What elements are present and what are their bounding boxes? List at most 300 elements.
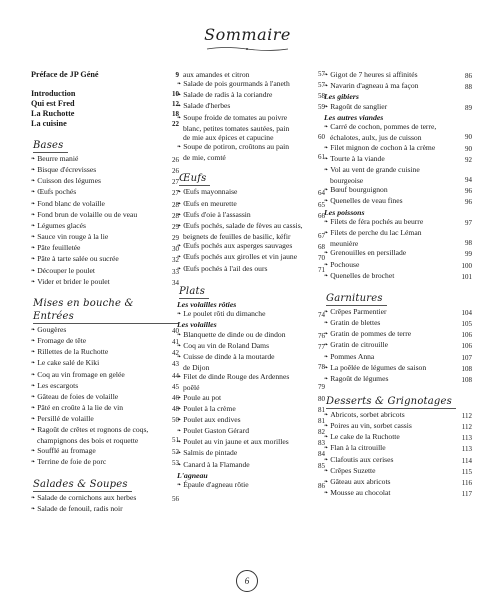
toc-entry-title: de Dijon: [183, 363, 210, 373]
toc-page-number: 29: [172, 234, 179, 243]
toc-recipe-entry[interactable]: [324, 248, 472, 259]
toc-entry-title: Introduction: [31, 89, 76, 98]
toc-page-number: 70: [318, 254, 325, 263]
toc-recipe-entry[interactable]: [324, 410, 472, 421]
toc-recipe-entry[interactable]: [177, 199, 325, 210]
toc-recipe-entry[interactable]: [31, 254, 179, 265]
toc-page-number: 101: [461, 272, 472, 281]
toc-entry-title: ❧ Découper le poulet: [31, 266, 165, 277]
toc-page-number: 81: [318, 405, 325, 414]
toc-entry-title: La cuisine: [31, 119, 67, 128]
toc-recipe-entry[interactable]: [177, 393, 325, 404]
toc-recipe-entry[interactable]: [324, 432, 472, 443]
toc-entry-title: ❧ Fond blanc de volaille: [31, 199, 165, 210]
section-spacer: [324, 385, 472, 391]
toc-page-number: 106: [461, 331, 472, 340]
toc-entry-title: ❧ Les escargots: [31, 381, 165, 392]
toc-page-number: 58: [318, 92, 325, 101]
toc-recipe-entry[interactable]: [324, 217, 472, 228]
toc-recipe-entry[interactable]: [31, 347, 179, 358]
toc-page-number: 65: [318, 200, 325, 209]
toc-entry-continuation[interactable]: [324, 239, 472, 248]
toc-entry-title: ❧ Œufs mayonnaise: [177, 187, 311, 198]
toc-recipe-entry[interactable]: [177, 330, 325, 341]
toc-recipe-entry[interactable]: [31, 381, 179, 392]
toc-page-number: 52: [172, 447, 179, 456]
toc-recipe-entry[interactable]: [31, 210, 179, 221]
toc-page-number: 57: [318, 81, 325, 90]
toc-page-number: 81: [318, 416, 325, 425]
toc-recipe-entry[interactable]: [177, 437, 325, 448]
toc-entry-title: ❧ Quenelles de veau fines: [324, 196, 458, 207]
toc-entry-title: ❧ Soupe froide de tomates au poivre: [177, 113, 311, 124]
toc-recipe-entry[interactable]: [324, 143, 472, 154]
toc-recipe-entry[interactable]: [31, 277, 179, 288]
toc-page-number: 108: [461, 375, 472, 384]
toc-entry-title: ❧ Le poulet rôti du dimanche: [177, 309, 311, 320]
toc-entry-title: ❧ Filets de perche du lac Léman: [324, 228, 458, 239]
toc-chapter-entry[interactable]: [31, 119, 179, 129]
toc-page-number: 115: [461, 467, 472, 476]
toc-entry-title: ❧ Poule au pot: [177, 393, 311, 404]
toc-entry-title: ❧ Filets de féra pochés au beurre: [324, 217, 458, 228]
toc-recipe-entry[interactable]: [31, 392, 179, 403]
toc-entry-title: ❧ Gâteau aux abricots: [324, 477, 458, 488]
toc-page-number: 41: [172, 338, 179, 347]
toc-recipe-entry[interactable]: [177, 341, 325, 352]
toc-page-number: 84: [318, 450, 325, 459]
toc-entry-title: La Ruchotte: [31, 109, 75, 118]
toc-recipe-entry[interactable]: [324, 363, 472, 374]
toc-entry-title: ❧ Bisque d'écrevisses: [31, 165, 165, 176]
toc-entry-title: ❧ Épaule d'agneau rôtie: [177, 480, 311, 491]
toc-entry-title: ❧ Salade de fenouil, radis noir: [31, 504, 165, 515]
toc-entry-title: ❧ Clafoutis aux cerises: [324, 455, 458, 466]
toc-page-number: 51: [172, 436, 179, 445]
toc-page-number: 33: [172, 267, 179, 276]
toc-page-number: 82: [318, 428, 325, 437]
toc-entry-continuation[interactable]: [177, 133, 325, 142]
toc-entry-title: ❧ Salade de cornichons aux herbes: [31, 493, 165, 504]
toc-recipe-entry[interactable]: [324, 271, 472, 282]
toc-recipe-entry[interactable]: [31, 243, 179, 254]
toc-entry-continuation[interactable]: [177, 232, 325, 241]
toc-entry-title: Les volailles: [177, 320, 217, 330]
toc-recipe-entry[interactable]: [324, 228, 472, 239]
section-spacer: [31, 288, 179, 294]
toc-page-number: 28: [172, 211, 179, 220]
toc-entry-title: ❧ Flan à la citrouille: [324, 443, 458, 454]
toc-page-number: 96: [465, 187, 472, 196]
toc-page-number: 77: [318, 342, 325, 351]
toc-recipe-entry[interactable]: [31, 403, 179, 414]
toc-entry-title: ❧ Le cake de la Ruchotte: [324, 432, 458, 443]
toc-entry-title: ❧ Quenelles de brochet: [324, 271, 458, 282]
toc-page-number: 57: [318, 70, 325, 78]
toc-recipe-entry[interactable]: [324, 122, 472, 133]
section-heading: Œufs: [179, 172, 210, 186]
toc-entry-title: ❧ Grenouilles en persillade: [324, 248, 458, 259]
toc-entry-title: ❧ Blanquette de dinde ou de dindon: [177, 330, 311, 341]
toc-page-number: 66: [318, 211, 325, 220]
toc-recipe-entry[interactable]: [177, 415, 325, 426]
toc-recipe-entry[interactable]: [324, 340, 472, 351]
toc-entry-title: ❧ Sauce vin rouge à la lie: [31, 232, 165, 243]
toc-page-number: 92: [465, 155, 472, 164]
page-title: Sommaire: [204, 25, 291, 44]
toc-page-number: 10: [172, 90, 179, 98]
toc-entry-title: ❧ Abricots, sorbet abricots: [324, 410, 458, 421]
section-heading: Mises en bouche & Entrées: [33, 297, 179, 324]
toc-entry-title: Les gibiers: [324, 92, 359, 102]
toc-page-number: 98: [465, 239, 472, 248]
toc-entry-title: ❧ Ragoût de sanglier: [324, 102, 458, 113]
toc-recipe-entry[interactable]: [324, 307, 472, 318]
toc-entry-title: ❧ Ragoût de crêtes et rognons de coqs,: [31, 425, 165, 436]
toc-page-number: 43: [172, 360, 179, 369]
toc-page-number: 100: [461, 261, 472, 270]
toc-page-number: 40: [172, 326, 179, 335]
toc-entry-title: ❧ Œufs pochés aux girolles et vin jaune: [177, 252, 311, 263]
toc-subsection-heading[interactable]: [324, 92, 472, 101]
toc-entry-title: ❧ Œufs d'oie à l'assassin: [177, 210, 311, 221]
toc-page-number: 85: [318, 461, 325, 470]
toc-page-number: 86: [318, 482, 325, 491]
toc-entry-title: ❧ Canard à la Flamande: [177, 460, 311, 471]
toc-page-number: 90: [465, 133, 472, 142]
toc-subsection-heading[interactable]: [177, 471, 325, 480]
toc-entry-title: ❧ Soufflé au fromage: [31, 446, 165, 457]
toc-page-number: 114: [461, 456, 472, 465]
toc-entry-title: ❧ Filet de dinde Rouge des Ardennes: [177, 372, 311, 383]
toc-page-number: 60: [318, 132, 325, 141]
toc-page-number: 45: [172, 382, 179, 391]
toc-entry-title: ❧ Terrine de foie de porc: [31, 457, 165, 468]
toc-entry-title: ❧ Vol au vent de grande cuisine: [324, 165, 458, 176]
toc-recipe-entry[interactable]: [31, 336, 179, 347]
toc-recipe-entry[interactable]: [177, 187, 325, 198]
toc-recipe-entry[interactable]: [31, 199, 179, 210]
toc-recipe-entry[interactable]: [31, 154, 179, 165]
toc-entry-title: poêlé: [183, 383, 200, 393]
toc-page-number: 26: [172, 167, 179, 176]
toc-page-number: 9: [175, 71, 179, 79]
toc-page-number: 79: [318, 383, 325, 392]
toc-page-number: 64: [318, 189, 325, 198]
toc-entry-title: ❧ Bœuf bourguignon: [324, 185, 458, 196]
toc-entry-continuation[interactable]: [177, 124, 325, 133]
toc-chapter-entry[interactable]: [31, 109, 179, 119]
toc-page-number: 59: [318, 103, 325, 112]
toc-subsection-heading[interactable]: [324, 208, 472, 217]
toc-entry-title: ❧ Poires au vin, sorbet cassis: [324, 421, 458, 432]
toc-entry-title: ❧ Pâte feuilletée: [31, 243, 165, 254]
toc-page-number: 96: [465, 198, 472, 207]
toc-entry-title: L'agneau: [177, 470, 208, 480]
toc-entry-title: Préface de JP Géné: [31, 70, 99, 79]
toc-entry-title: ❧ Gratin de pommes de terre: [324, 329, 458, 340]
section-spacer: [177, 275, 325, 281]
toc-recipe-entry[interactable]: [31, 221, 179, 232]
toc-recipe-entry[interactable]: [177, 372, 325, 383]
toc-recipe-entry[interactable]: [177, 210, 325, 221]
toc-page-number: 90: [465, 144, 472, 153]
toc-recipe-entry[interactable]: [31, 425, 179, 436]
section-spacer: [31, 129, 179, 135]
section-spacer: [177, 162, 325, 168]
toc-subsection-heading[interactable]: [177, 320, 325, 329]
toc-recipe-entry[interactable]: [31, 370, 179, 381]
toc-page-number: 86: [465, 72, 472, 80]
toc-entry-title: ❧ Rillettes de la Ruchotte: [31, 347, 165, 358]
toc-recipe-entry[interactable]: [177, 460, 325, 471]
toc-entry-title: ❧ Œufs pochés aux asperges sauvages: [177, 241, 311, 252]
toc-page-number: 22: [172, 120, 179, 128]
toc-page-number: 112: [461, 423, 472, 432]
toc-entry-title: ❧ La poêlée de légumes de saison: [324, 363, 458, 374]
toc-entry-title: ❧ Poulet Gaston Gérard: [177, 426, 311, 437]
toc-recipe-entry[interactable]: [31, 187, 179, 198]
toc-recipe-entry[interactable]: [177, 352, 325, 363]
toc-page-number: 56: [172, 494, 179, 503]
toc-entry-title: Les poissons: [324, 207, 365, 217]
toc-page-number: 116: [461, 478, 472, 487]
toc-recipe-entry[interactable]: [31, 266, 179, 277]
toc-entry-title: ❧ Poulet aux endives: [177, 415, 311, 426]
toc-entry-title: ❧ Œufs pochés, salade de fèves au cassis,: [177, 221, 311, 232]
toc-recipe-entry[interactable]: [177, 113, 325, 124]
toc-entry-title: bourgeoise: [330, 176, 364, 186]
toc-entry-title: ❧ Salade de radis à la coriandre: [177, 90, 311, 101]
toc-entry-title: ❧ Fromage de tête: [31, 336, 165, 347]
toc-chapter-entry[interactable]: [31, 99, 179, 109]
toc-page-number: 113: [461, 434, 472, 443]
toc-page-number: 113: [461, 445, 472, 454]
toc-recipe-entry[interactable]: [324, 154, 472, 165]
toc-entry-title: ❧ Fond brun de volaille ou de veau: [31, 210, 165, 221]
toc-entry-continuation[interactable]: [177, 70, 325, 79]
toc-entry-title: ❧ Navarin d'agneau à ma façon: [324, 81, 458, 92]
toc-recipe-entry[interactable]: [177, 79, 325, 90]
toc-recipe-entry[interactable]: [31, 457, 179, 468]
toc-recipe-entry[interactable]: [177, 448, 325, 459]
toc-page-number: 44: [172, 371, 179, 380]
toc-entry-title: ❧ Poulet au vin jaune et aux morilles: [177, 437, 311, 448]
toc-page-number: 12: [172, 100, 179, 108]
toc-recipe-entry[interactable]: [31, 232, 179, 243]
toc-entry-title: ❧ Œufs pochés à l'ail des ours: [177, 264, 311, 275]
toc-entry-title: de mie, comté: [183, 153, 226, 163]
toc-column-3: [324, 70, 472, 499]
toc-page-number: 117: [461, 490, 472, 499]
toc-entry-title: ❧ Légumes glacés: [31, 221, 165, 232]
section-spacer: [324, 282, 472, 288]
toc-recipe-entry[interactable]: [177, 101, 325, 112]
toc-page-number: 48: [172, 404, 179, 413]
toc-column-1: [31, 70, 179, 515]
toc-entry-title: meunière: [330, 239, 359, 249]
toc-recipe-entry[interactable]: [324, 260, 472, 271]
toc-recipe-entry[interactable]: [177, 90, 325, 101]
toc-page-number: 74: [318, 311, 325, 320]
toc-page-number: 29: [172, 222, 179, 231]
toc-entry-title: ❧ Gratin de citrouille: [324, 340, 458, 351]
toc-recipe-entry[interactable]: [31, 446, 179, 457]
toc-entry-title: ❧ Gâteau de foies de volaille: [31, 392, 165, 403]
section-heading: Garnitures: [326, 292, 387, 306]
toc-recipe-entry[interactable]: [324, 421, 472, 432]
toc-page-number: 71: [318, 265, 325, 274]
toc-entry-title: ❧ Tourte à la viande: [324, 154, 458, 165]
toc-page-number: 80: [318, 394, 325, 403]
toc-recipe-entry[interactable]: [177, 221, 325, 232]
toc-recipe-entry[interactable]: [177, 264, 325, 275]
toc-recipe-entry[interactable]: [324, 318, 472, 329]
toc-page-number: 68: [318, 243, 325, 252]
toc-entry-title: ❧ Mousse au chocolat: [324, 488, 458, 499]
toc-entry-title: ❧ Beurre manié: [31, 154, 165, 165]
section-heading: Plats: [179, 285, 209, 299]
toc-recipe-entry[interactable]: [177, 480, 325, 491]
toc-entry-title: ❧ Persillé de volaille: [31, 414, 165, 425]
toc-recipe-entry[interactable]: [31, 165, 179, 176]
toc-entry-title: ❧ Poulet à la crème: [177, 404, 311, 415]
toc-recipe-entry[interactable]: [324, 443, 472, 454]
toc-page-number: 30: [172, 245, 179, 254]
toc-page-number: 50: [172, 416, 179, 425]
toc-recipe-entry[interactable]: [177, 142, 325, 153]
toc-entry-continuation[interactable]: [177, 383, 325, 392]
toc-recipe-entry[interactable]: [177, 404, 325, 415]
toc-recipe-entry[interactable]: [31, 176, 179, 187]
toc-entry-title: aux amandes et citron: [183, 70, 250, 79]
toc-recipe-entry[interactable]: [324, 455, 472, 466]
toc-entry-continuation[interactable]: [324, 176, 472, 185]
toc-page-number: 106: [461, 342, 472, 351]
toc-recipe-entry[interactable]: [31, 493, 179, 504]
toc-entry-title: échalotes, aulx, jus de cuisson: [330, 133, 422, 143]
toc-recipe-entry[interactable]: [177, 309, 325, 320]
toc-chapter-entry[interactable]: [31, 89, 179, 99]
toc-recipe-entry[interactable]: [324, 466, 472, 477]
toc-entry-title: beignets de feuilles de basilic, kéfir: [183, 232, 291, 242]
toc-entry-title: ❧ Pâte à tarte salée ou sucrée: [31, 254, 165, 265]
toc-entry-title: ❧ Carré de cochon, pommes de terre,: [324, 122, 458, 133]
toc-page-number: 89: [465, 103, 472, 112]
toc-page-number: 78: [318, 363, 325, 372]
toc-entry-title: ❧ Gougères: [31, 325, 165, 336]
toc-entry-title: ❧ Vider et brider le poulet: [31, 277, 165, 288]
toc-recipe-entry[interactable]: [31, 414, 179, 425]
toc-recipe-entry[interactable]: [177, 252, 325, 263]
toc-recipe-entry[interactable]: [324, 102, 472, 113]
toc-entry-title: ❧ Crêpes Parmentier: [324, 307, 458, 318]
toc-page-number: 83: [318, 439, 325, 448]
toc-page-number: 108: [461, 364, 472, 373]
page-number-badge: 6: [236, 570, 258, 592]
toc-recipe-entry[interactable]: [324, 196, 472, 207]
toc-page-number: 94: [465, 176, 472, 185]
toc-entry-title: ❧ Coq au vin fromage en gelée: [31, 370, 165, 381]
toc-page-number: 34: [172, 278, 179, 287]
toc-recipe-entry[interactable]: [31, 504, 179, 515]
toc-entry-title: ❧ Gigot de 7 heures si affinités: [324, 70, 458, 81]
toc-entry-title: ❧ Crêpes Suzette: [324, 466, 458, 477]
toc-entry-title: ❧ Filet mignon de cochon à la crème: [324, 143, 458, 154]
toc-recipe-entry[interactable]: [177, 241, 325, 252]
toc-preface-entry[interactable]: [31, 70, 179, 80]
toc-entry-continuation[interactable]: [177, 363, 325, 372]
toc-recipe-entry[interactable]: [324, 329, 472, 340]
toc-page-number: 27: [172, 178, 179, 187]
toc-page-number: 27: [172, 189, 179, 198]
toc-page-number: 32: [172, 256, 179, 265]
toc-entry-title: ❧ Salade d'herbes: [177, 101, 311, 112]
section-heading: Desserts & Grignotages: [326, 395, 456, 409]
toc-entry-title: ❧ Œufs en meurette: [177, 199, 311, 210]
toc-recipe-entry[interactable]: [324, 81, 472, 92]
toc-page-number: 76: [318, 331, 325, 340]
toc-page-number: 112: [461, 411, 472, 420]
section-spacer: [31, 468, 179, 474]
toc-page-number: 28: [172, 200, 179, 209]
toc-recipe-entry[interactable]: [324, 185, 472, 196]
toc-entry-title: ❧ Le cake salé de Kiki: [31, 358, 165, 369]
toc-recipe-entry[interactable]: [177, 426, 325, 437]
toc-subsection-heading[interactable]: [324, 113, 472, 122]
toc-page-number: 46: [172, 393, 179, 402]
toc-recipe-entry[interactable]: [324, 352, 472, 363]
toc-entry-title: ❧ Pommes Anna: [324, 352, 458, 363]
toc-entry-title: champignons des bois et roquette: [37, 436, 139, 446]
toc-recipe-entry[interactable]: [31, 325, 179, 336]
toc-entry-title: Qui est Fred: [31, 99, 75, 108]
toc-entry-title: ❧ Gratin de blettes: [324, 318, 458, 329]
toc-recipe-entry[interactable]: [324, 374, 472, 385]
toc-page-number: 53: [172, 458, 179, 467]
toc-subsection-heading[interactable]: [177, 300, 325, 309]
toc-entry-title: ❧ Salmis de pintade: [177, 448, 311, 459]
toc-entry-title: Les volailles rôties: [177, 299, 237, 309]
toc-entry-title: ❧ Pochouse: [324, 260, 458, 271]
toc-entry-title: ❧ Œufs pochés: [31, 187, 165, 198]
toc-entry-title: de mie aux épices et capucine: [183, 132, 274, 142]
toc-entry-title: Les autres viandes: [324, 112, 384, 122]
toc-entry-continuation[interactable]: [324, 133, 472, 142]
toc-recipe-entry[interactable]: [324, 165, 472, 176]
toc-recipe-entry[interactable]: [324, 477, 472, 488]
toc-entry-title: ❧ Cuisson des légumes: [31, 176, 165, 187]
toc-recipe-entry[interactable]: [324, 488, 472, 499]
toc-page-number: 67: [318, 232, 325, 241]
toc-entry-continuation[interactable]: [31, 436, 179, 445]
toc-recipe-entry[interactable]: [324, 70, 472, 81]
toc-entry-title: ❧ Ragoût de légumes: [324, 374, 458, 385]
toc-page-number: 104: [461, 308, 472, 317]
toc-column-2: [177, 70, 325, 491]
toc-page-number: 107: [461, 353, 472, 362]
toc-entry-title: ❧ Coq au vin de Roland Dams: [177, 341, 311, 352]
toc-page-number: 105: [461, 320, 472, 329]
toc-page-number: 88: [465, 83, 472, 92]
toc-recipe-entry[interactable]: [31, 358, 179, 369]
toc-entry-title: ❧ Pâté en croûte à la lie de vin: [31, 403, 165, 414]
toc-page-number: 99: [465, 250, 472, 259]
toc-page-number: 61: [318, 153, 325, 162]
toc-entry-continuation[interactable]: [177, 153, 325, 162]
toc-page-number: 42: [172, 349, 179, 358]
section-heading: Bases: [33, 139, 68, 153]
